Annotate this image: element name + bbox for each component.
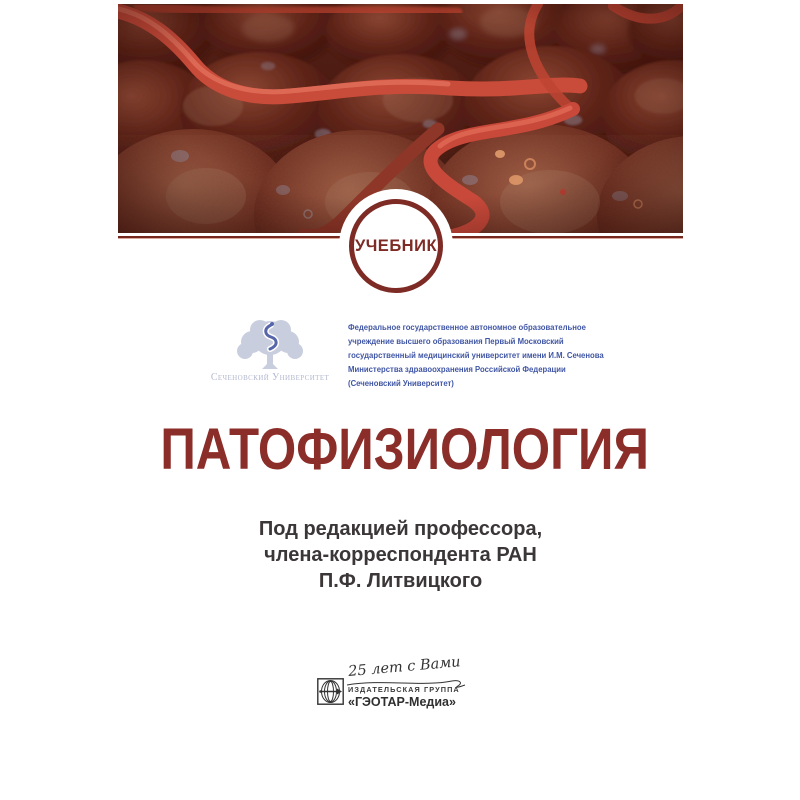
university-tree-icon <box>233 318 307 370</box>
university-affiliation-text <box>348 320 604 390</box>
affiliation-line: Министерства здравоохранения Российской Федерации <box>348 364 566 374</box>
university-logo-caption: Сеченовский Университет <box>210 372 330 383</box>
editor-line: П.Ф. Литвицкого <box>318 570 483 592</box>
textbook-badge <box>339 189 453 303</box>
badge-label: УЧЕБНИК <box>354 236 438 255</box>
affiliation-line: Федеральное государственное автономное образовательное <box>348 322 586 332</box>
badge-ring <box>349 199 443 293</box>
book-title: ПАТОФИЗИОЛОГИЯ <box>160 417 649 482</box>
affiliation-line: учреждение высшего образования Первый Московский <box>348 336 564 346</box>
editor-line: члена-корреспондента РАН <box>264 544 537 566</box>
affiliation-line: (Сеченовский Университет) <box>348 378 454 388</box>
sechenov-university-logo <box>205 318 335 383</box>
publisher-group-line: ИЗДАТЕЛЬСКАЯ ГРУППА <box>348 685 460 694</box>
geotar-publisher-icon <box>317 678 344 710</box>
editor-line: Под редакцией профессора, <box>258 518 543 540</box>
anniversary-script-text: 25 лет с Вами <box>347 654 462 680</box>
publisher-name: «ГЭОТАР-Медиа» <box>348 695 456 709</box>
publisher-logo-block <box>317 654 487 714</box>
editors-block <box>118 516 683 594</box>
affiliation-line: государственный медицинский университет имени И.М. Сеченова <box>348 350 604 360</box>
